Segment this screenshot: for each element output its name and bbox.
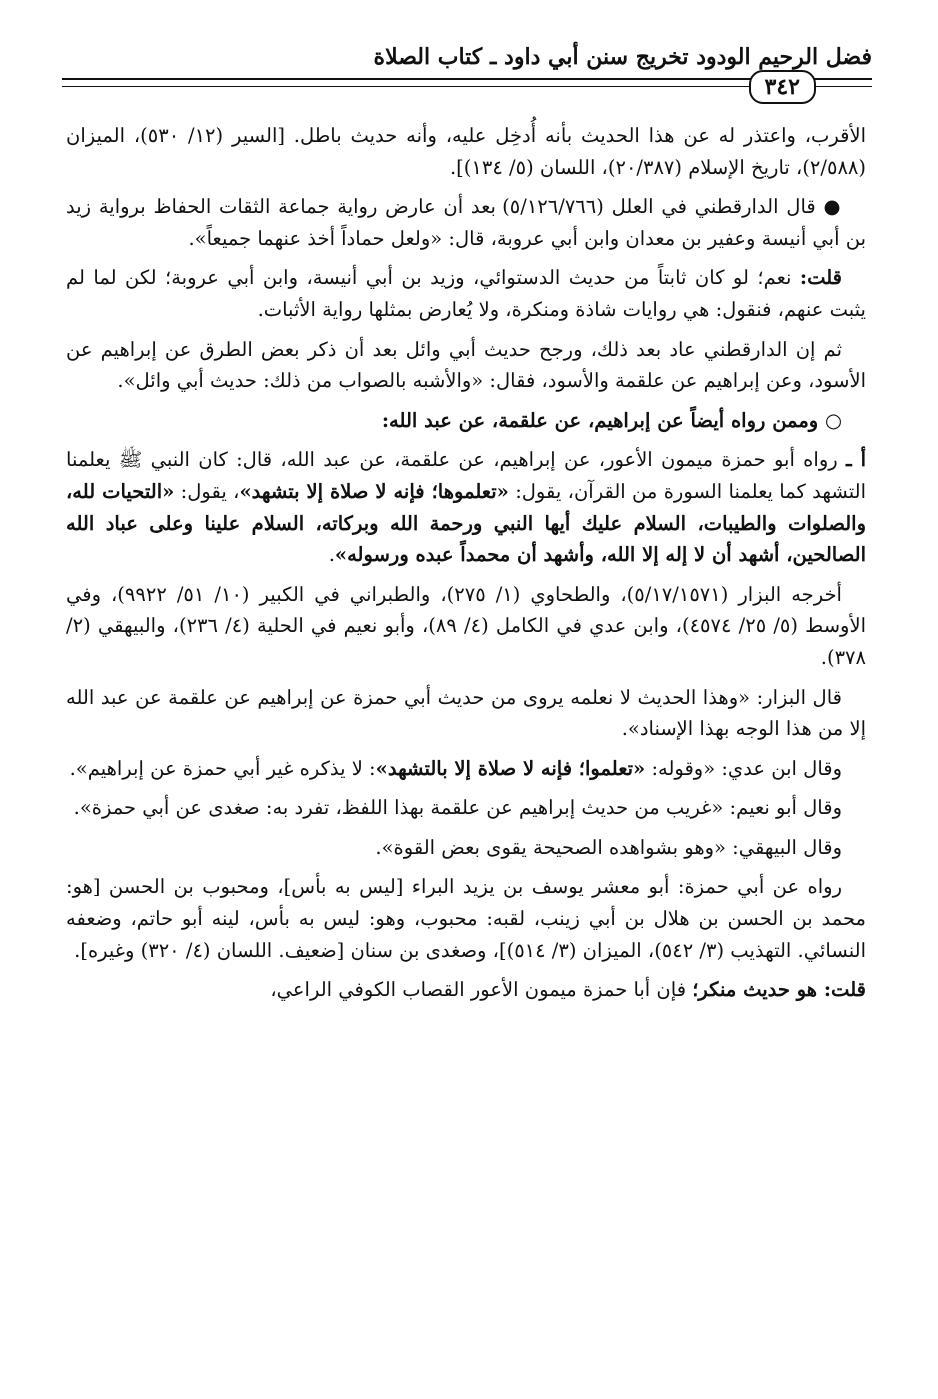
qultu-verdict: قلت: هو حديث منكر؛ [692, 978, 866, 1002]
paragraph-6-text-a: رواه أبو حمزة ميمون الأعور، عن إبراهيم، عن علقمة، عن عبد الله، قال: كان النبي ﷺ يعلمنا التشهد كما يعلمنا السورة من القرآن، يقول: [66, 448, 867, 503]
paragraph-9-text-c: : لا يذكره غير أبي حمزة عن إبراهيم». [69, 756, 376, 780]
paragraph-9 [66, 753, 866, 785]
paragraph-11: وقال البيهقي: «وهو بشواهده الصحيحة يقوى بعض القوة». [375, 835, 842, 859]
header-title: فضل الرحيم الودود تخريج سنن أبي داود ـ كتاب الصلاة [373, 44, 872, 70]
page-body [66, 120, 866, 1014]
paragraph-3-text: نعم؛ لو كان ثابتاً من حديث الدستوائي، وزيد بن أبي أنيسة، وابن أبي عروبة؛ لكن لما لم يثبت عنهم، فنقول: هي روايات شاذة ومنكرة، ولا يُعارض بمثلها رواية الأثبات. [66, 266, 866, 321]
paragraph-4: ثم إن الدارقطني عاد بعد ذلك، ورجح حديث أبي وائل بعد أن ذكر بعض الطرق عن إبراهيم عن الأسود، وعن إبراهيم عن علقمة والأسود، فقال: «والأشبه بالصواب من ذلك: حديث أبي وائل». [66, 337, 866, 393]
paragraph-10: وقال أبو نعيم: «غريب من حديث إبراهيم عن علقمة بهذا اللفظ، تفرد به: صغدى عن أبي حمزة». [73, 796, 842, 820]
paragraph-1: الأقرب، واعتذر له عن هذا الحديث بأنه أُدخِل عليه، وأنه حديث باطل. [السير (١٢/ ٥٣٠)، الميزان (٢/٥٨٨)، تاريخ الإسلام (٢٠/٣٨٧)، اللسان (٥/ ١٣٤)]. [66, 124, 867, 179]
hadith-quote-3: «تعلموا؛ فإنه لا صلاة إلا بالتشهد» [375, 756, 646, 780]
paragraph-8: قال البزار: «وهذا الحديث لا نعلمه يروى من حديث أبي حمزة عن إبراهيم عن علقمة عن عبد الله إلا من هذا الوجه بهذا الإسناد». [66, 685, 866, 741]
paragraph-6-text-e: . [328, 543, 335, 567]
paragraph-9-text-a: وقال ابن عدي: «وقوله: [645, 756, 842, 780]
qultu-label: قلت: [799, 266, 842, 290]
section-heading: ○ وممن رواه أيضاً عن إبراهيم، عن علقمة، عن عبد الله: [381, 408, 842, 432]
paragraph-6-text-c: ، يقول: [174, 479, 240, 503]
running-header [62, 44, 872, 124]
paragraph-3 [66, 262, 866, 325]
paragraph-2: ● قال الدارقطني في العلل (٥/١٢٦/٧٦٦) بعد أن عارض رواية جماعة الثقات الحفاظ برواية زيد بن أبي أنيسة وعفير بن معدان وابن أبي عروبة، قال: «ولعل حماداً أخذ عنهما جميعاً». [66, 195, 866, 250]
hadith-quote-2: «التحيات لله، والصلوات والطيبات، السلام عليك أيها النبي ورحمة الله وبركاته، السلام علينا وعلى عباد الله الصالحين، أشهد أن لا إله إلا الله، وأشهد أن محمداً عبده ورسوله» [66, 479, 866, 567]
paragraph-13 [66, 974, 866, 1006]
paragraph-6 [66, 444, 866, 570]
paragraph-13-text: فإن أبا حمزة ميمون الأعور القصاب الكوفي الراعي، [270, 978, 693, 1002]
item-marker: أ ـ [845, 448, 866, 472]
paragraph-12: رواه عن أبي حمزة: أبو معشر يوسف بن يزيد البراء [ليس به بأس]، ومحبوب بن الحسن [هو: محمد بن الحسن بن هلال بن أبي زينب، لقبه: محبوب، وهو: ليس به بأس، لينه أبو حاتم، وضعفه النسائي. التهذيب (٣/ ٥٤٢)، الميزان (٣/ ٥١٤)]، وصغدى بن سنان [ضعيف. اللسان (٤/ ٣٢٠) وغيره]. [66, 875, 866, 962]
paragraph-7: أخرجه البزار (٥/١٧/١٥٧١)، والطحاوي (١/ ٢٧٥)، والطبراني في الكبير (١٠/ ٥١/ ٩٩٢٢)، وفي الأوسط (٥/ ٢٥/ ٤٥٧٤)، وابن عدي في الكامل (٤/ ٨٩)، وأبو نعيم في الحلية (٤/ ٢٣٦)، والبيهقي (٢/ ٣٧٨). [66, 582, 866, 669]
paragraph-5 [66, 405, 866, 437]
hadith-quote-1: «تعلموها؛ فإنه لا صلاة إلا بتشهد» [239, 479, 509, 503]
page-number: ٣٤٢ [749, 70, 816, 104]
